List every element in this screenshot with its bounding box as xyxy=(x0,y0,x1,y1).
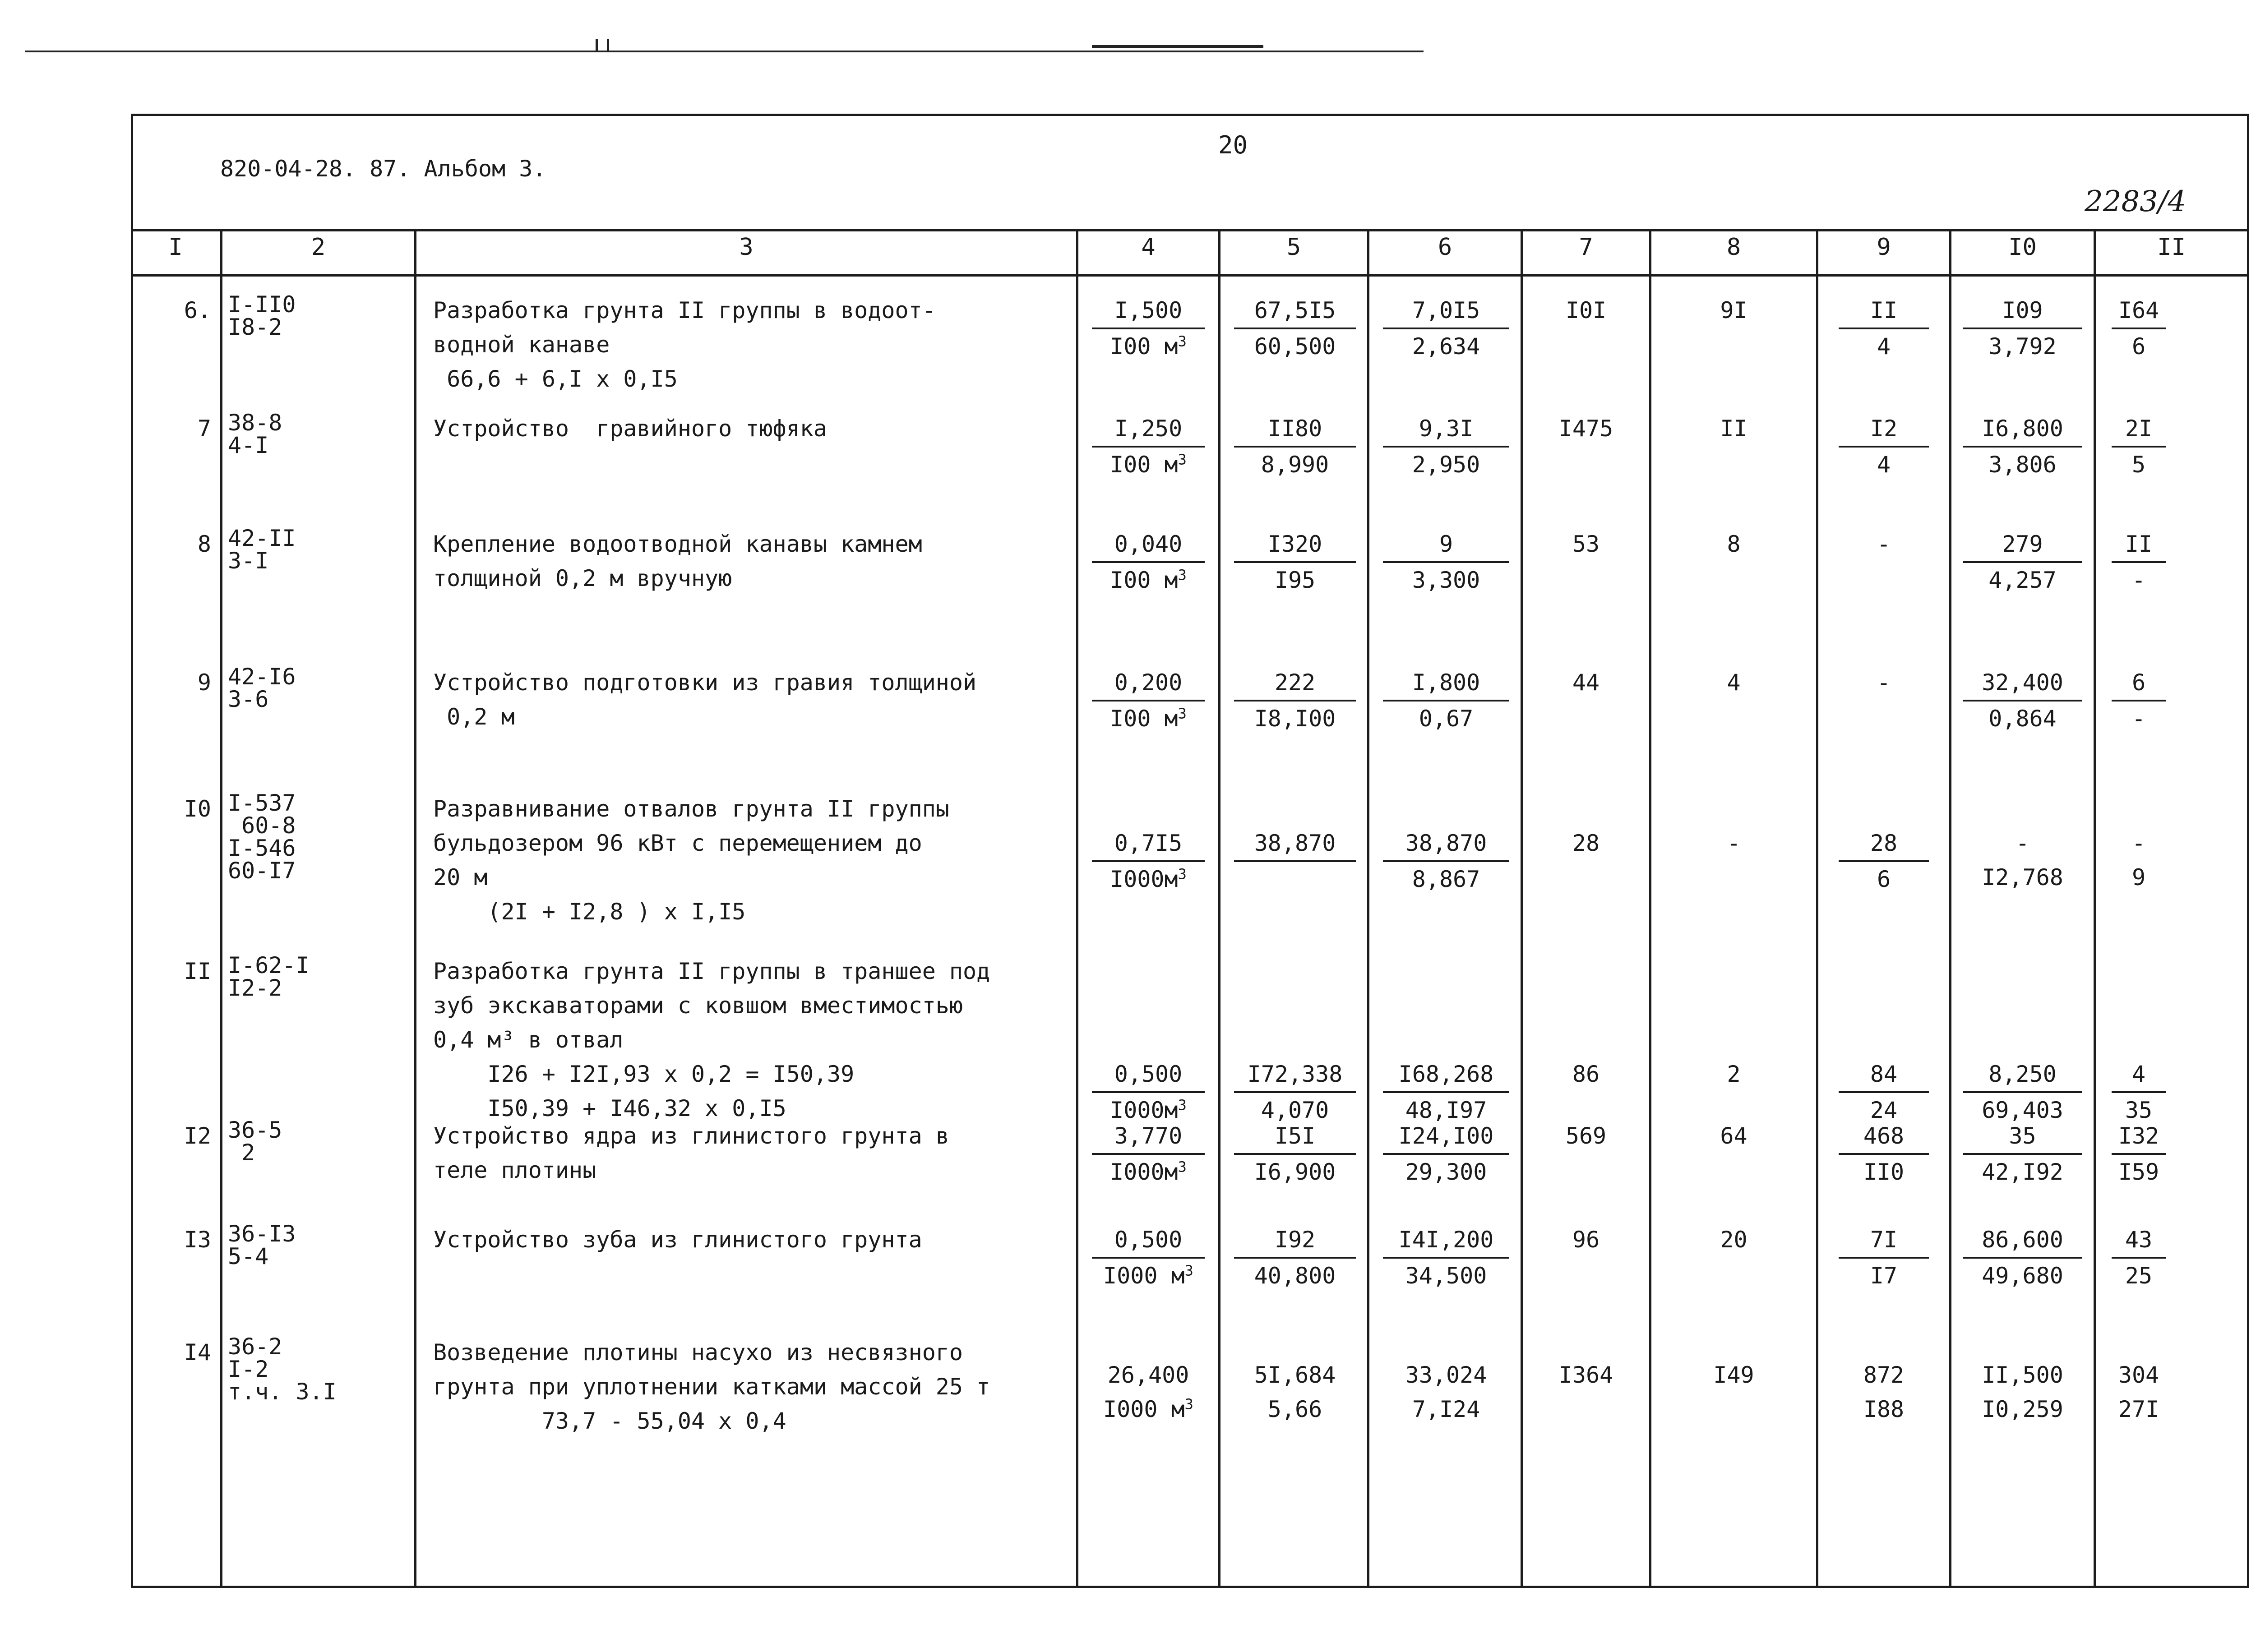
norm-code: 3-6 xyxy=(228,686,269,712)
value-c7: I0I xyxy=(1565,297,1607,323)
value-top: 86,600 xyxy=(1963,1223,2082,1259)
value-c10 xyxy=(1963,527,2082,597)
value-c9 xyxy=(1839,1119,1929,1189)
row-number: I3 xyxy=(184,1227,211,1253)
column-header: 4 xyxy=(1141,234,1156,261)
value-bottom: 35 xyxy=(2125,1097,2153,1123)
unit-exponent: 3 xyxy=(1178,566,1187,584)
value-bottom: 5 xyxy=(2131,452,2146,478)
value-bottom: I00 $м^3$ xyxy=(1110,705,1187,732)
row-number: I2 xyxy=(184,1123,211,1149)
value-c8: 20 xyxy=(1720,1227,1747,1253)
value-c11 xyxy=(2112,411,2166,482)
value-c8: 4 xyxy=(1727,669,1741,696)
value-bottom: - xyxy=(2131,567,2146,593)
value-c7: I475 xyxy=(1558,415,1613,442)
column-divider xyxy=(1949,229,1951,1588)
row-number: I0 xyxy=(184,796,211,822)
value-c7: 569 xyxy=(1565,1123,1607,1149)
column-divider xyxy=(414,229,416,1588)
value-c8: II xyxy=(1720,415,1747,442)
value-c5 xyxy=(1234,1223,1356,1293)
value-top: I6,800 xyxy=(1963,411,2082,448)
norm-code: 5-4 xyxy=(228,1243,269,1269)
value-bottom: 0,864 xyxy=(1988,706,2057,732)
value-top: I2 xyxy=(1839,411,1929,448)
value-c5 xyxy=(1234,293,1356,364)
value-bottom: $I000м^3$ xyxy=(1110,865,1187,892)
norm-code: 60-8 xyxy=(228,812,296,839)
value-c8: I49 xyxy=(1713,1362,1754,1388)
value-c4 xyxy=(1092,1057,1205,1127)
value-top: II80 xyxy=(1234,411,1356,448)
value-top: 67,5I5 xyxy=(1234,293,1356,329)
value-top: I4I,200 xyxy=(1383,1223,1509,1259)
column-header: 3 xyxy=(739,234,754,261)
value-top: I92 xyxy=(1234,1223,1356,1259)
norm-code: т.ч. 3.I xyxy=(228,1379,337,1405)
value-c7: I364 xyxy=(1558,1362,1613,1388)
row-number: 6. xyxy=(184,297,211,323)
value-top: - xyxy=(1877,669,1891,696)
value-top: - xyxy=(1877,531,1891,557)
value-top: 872 xyxy=(1863,1362,1905,1388)
value-bottom: 4 xyxy=(1877,452,1891,478)
work-description: Возведение плотины насухо из несвязного xyxy=(433,1339,963,1366)
value-c9 xyxy=(1839,1057,1929,1127)
value-top: I68,268 xyxy=(1383,1057,1509,1093)
work-description: Разработка грунта II группы в водоот- xyxy=(433,297,936,323)
column-header: 6 xyxy=(1438,234,1452,261)
value-bottom: I8,I00 xyxy=(1254,706,1336,732)
value-top: I24,I00 xyxy=(1383,1119,1509,1155)
value-top: 304 xyxy=(2118,1362,2159,1388)
value-bottom: I88 xyxy=(1863,1396,1905,1422)
value-c7: 44 xyxy=(1572,669,1600,696)
norm-code: 42-II xyxy=(228,525,296,551)
value-bottom: $I000м^3$ xyxy=(1110,1158,1187,1185)
work-description: теле плотины xyxy=(433,1157,596,1183)
value-c6 xyxy=(1383,1119,1509,1189)
value-top: 0,200 xyxy=(1092,665,1205,701)
value-top: 38,870 xyxy=(1234,826,1356,862)
value-c4 xyxy=(1092,826,1205,896)
value-bottom: 34,500 xyxy=(1405,1263,1487,1289)
value-c5 xyxy=(1234,1057,1356,1127)
value-top: 3,770 xyxy=(1092,1119,1205,1155)
row-number: 7 xyxy=(197,415,211,442)
value-c6 xyxy=(1383,826,1509,896)
value-top: II xyxy=(1839,293,1929,329)
value-bottom: 3,300 xyxy=(1412,567,1480,593)
value-bottom: I00 $м^3$ xyxy=(1110,566,1187,593)
value-bottom: I2,768 xyxy=(1982,864,2063,891)
value-c9 xyxy=(1839,826,1929,896)
value-c10 xyxy=(1963,1223,2082,1293)
norm-code: I-2 xyxy=(228,1356,269,1382)
column-divider xyxy=(1218,229,1220,1588)
value-c9 xyxy=(1839,293,1929,364)
value-top: 0,040 xyxy=(1092,527,1205,563)
column-divider xyxy=(220,229,222,1588)
value-c8: 2 xyxy=(1727,1061,1741,1087)
norm-code: I-546 xyxy=(228,835,296,861)
value-top: 0,500 xyxy=(1092,1223,1205,1259)
value-top: - xyxy=(2016,830,2029,856)
value-top: I5I xyxy=(1234,1119,1356,1155)
work-description: толщиной 0,2 м вручную xyxy=(433,565,732,591)
value-bottom: 6 xyxy=(2131,333,2146,360)
value-c10 xyxy=(1963,293,2082,364)
value-top: I32 xyxy=(2112,1119,2166,1155)
value-c11 xyxy=(2112,293,2166,364)
value-c6 xyxy=(1383,1358,1509,1426)
value-c6 xyxy=(1383,1057,1509,1127)
value-bottom: I000 $м^3$ xyxy=(1103,1395,1193,1422)
value-c7: 53 xyxy=(1572,531,1600,557)
value-bottom: I95 xyxy=(1274,567,1316,593)
norm-code: I-537 xyxy=(228,790,296,816)
value-bottom: I000 $м^3$ xyxy=(1103,1262,1193,1289)
unit-exponent: 3 xyxy=(1178,332,1187,350)
work-description: 20 м xyxy=(433,864,488,891)
value-top: 9 xyxy=(1383,527,1509,563)
value-bottom: 4 xyxy=(1877,333,1891,360)
value-bottom: 8,867 xyxy=(1412,866,1480,892)
value-top: I64 xyxy=(2112,293,2166,329)
work-description: грунта при уплотнении катками массой 25 т xyxy=(433,1374,990,1400)
column-header: 9 xyxy=(1877,234,1891,261)
value-c5 xyxy=(1234,1358,1356,1426)
value-c5 xyxy=(1234,411,1356,482)
work-description: Устройство зуба из глинистого грунта xyxy=(433,1227,922,1253)
value-top: 5I,684 xyxy=(1254,1362,1336,1388)
column-header: 5 xyxy=(1286,234,1301,261)
value-bottom: 42,I92 xyxy=(1982,1159,2063,1185)
value-top: 0,7I5 xyxy=(1092,826,1205,862)
value-top: 84 xyxy=(1839,1057,1929,1093)
value-top: 279 xyxy=(1963,527,2082,563)
value-top: I,800 xyxy=(1383,665,1509,701)
value-top: 43 xyxy=(2112,1223,2166,1259)
work-description: Разработка грунта II группы в траншее под xyxy=(433,958,990,984)
norm-code: I-62-I xyxy=(228,952,310,978)
header-top-rule xyxy=(131,229,2249,231)
value-bottom: 49,680 xyxy=(1982,1263,2063,1289)
value-bottom: 4,257 xyxy=(1988,567,2057,593)
unit-exponent: 3 xyxy=(1178,451,1187,468)
value-top: 6 xyxy=(2112,665,2166,701)
row-number: 9 xyxy=(197,669,211,696)
value-c4 xyxy=(1092,1223,1205,1293)
norm-code: 2 xyxy=(228,1140,255,1166)
value-c4 xyxy=(1092,665,1205,736)
value-c11 xyxy=(2112,1223,2166,1293)
value-c9 xyxy=(1839,527,1929,561)
column-divider xyxy=(2094,229,2096,1588)
value-c10 xyxy=(1963,411,2082,482)
norm-code: 60-I7 xyxy=(228,858,296,884)
value-c5 xyxy=(1234,1119,1356,1189)
column-header: 8 xyxy=(1726,234,1741,261)
value-bottom: 7,I24 xyxy=(1412,1396,1480,1422)
value-bottom: 24 xyxy=(1870,1097,1898,1123)
work-description: Крепление водоотводной канавы камнем xyxy=(433,531,922,557)
value-top: I72,338 xyxy=(1234,1057,1356,1093)
value-top: 2I xyxy=(2112,411,2166,448)
value-bottom: 4,070 xyxy=(1261,1097,1329,1123)
unit-exponent: 3 xyxy=(1178,705,1187,722)
value-c11 xyxy=(2112,1057,2166,1127)
value-c8: - xyxy=(1727,830,1741,856)
row-number: II xyxy=(184,958,211,984)
scan-artifact-line xyxy=(596,39,598,51)
value-top: 7,0I5 xyxy=(1383,293,1509,329)
value-bottom: 3,806 xyxy=(1988,452,2057,478)
norm-code: 36-I3 xyxy=(228,1221,296,1247)
value-c6 xyxy=(1383,293,1509,364)
value-c6 xyxy=(1383,411,1509,482)
value-bottom: 8,990 xyxy=(1261,452,1329,478)
value-top: - xyxy=(2131,830,2146,856)
unit-exponent: 3 xyxy=(1184,1262,1193,1279)
row-number: I4 xyxy=(184,1339,211,1366)
value-bottom: I0,259 xyxy=(1982,1396,2063,1422)
value-bottom: $I000м^3$ xyxy=(1110,1096,1187,1123)
work-description: (2I + I2,8 ) x I,I5 xyxy=(433,899,746,925)
work-description: зуб экскаваторами с ковшом вместимостью xyxy=(433,992,963,1019)
value-top: II,500 xyxy=(1982,1362,2063,1388)
norm-code: 4-I xyxy=(228,432,269,458)
value-c7: 86 xyxy=(1572,1061,1600,1087)
column-header: II xyxy=(2157,234,2186,261)
page-number: 20 xyxy=(1218,131,1248,159)
work-description: Устройство ядра из глинистого грунта в xyxy=(433,1123,949,1149)
work-description: I26 + I2I,93 x 0,2 = I50,39 xyxy=(433,1061,855,1087)
value-top: I,500 xyxy=(1092,293,1205,329)
value-c6 xyxy=(1383,1223,1509,1293)
work-description: 0,2 м xyxy=(433,704,515,730)
value-c11 xyxy=(2112,1119,2166,1189)
value-c8: 64 xyxy=(1720,1123,1747,1149)
value-c10 xyxy=(1963,1358,2082,1426)
column-divider xyxy=(1816,229,1818,1588)
document-reference: 820-04-28. 87. Альбом 3. xyxy=(220,156,546,182)
value-bottom: I59 xyxy=(2118,1159,2159,1185)
unit-exponent: 3 xyxy=(1184,1395,1193,1413)
value-c6 xyxy=(1383,527,1509,597)
norm-code: 3-I xyxy=(228,548,269,574)
column-header: 7 xyxy=(1579,234,1593,261)
value-bottom: 6 xyxy=(1877,866,1891,892)
value-bottom: 0,67 xyxy=(1419,706,1474,732)
work-description: бульдозером 96 кВт с перемещением до xyxy=(433,830,922,856)
value-top: 8,250 xyxy=(1963,1057,2082,1093)
row-number: 8 xyxy=(197,531,211,557)
column-header: 2 xyxy=(311,234,326,261)
value-top: II xyxy=(2112,527,2166,563)
value-top: 4 xyxy=(2112,1057,2166,1093)
work-description: 66,6 + 6,I x 0,I5 xyxy=(433,366,678,392)
value-c11 xyxy=(2112,527,2166,597)
value-c4 xyxy=(1092,293,1205,364)
value-bottom: I7 xyxy=(1870,1263,1898,1289)
value-top: 468 xyxy=(1839,1119,1929,1155)
norm-code: 36-2 xyxy=(228,1334,282,1360)
value-c5 xyxy=(1234,826,1356,862)
value-top: 0,500 xyxy=(1092,1057,1205,1093)
work-description: водной канаве xyxy=(433,332,610,358)
norm-code: 38-8 xyxy=(228,410,282,436)
column-header: I0 xyxy=(2008,234,2037,261)
inventory-mark: 2283/4 xyxy=(2085,185,2187,218)
norm-code: 42-I6 xyxy=(228,664,296,690)
value-bottom: - xyxy=(2131,706,2146,732)
value-c10 xyxy=(1963,665,2082,736)
work-description: 73,7 - 55,04 x 0,4 xyxy=(433,1408,786,1434)
value-bottom: 40,800 xyxy=(1254,1263,1336,1289)
scan-artifact-line xyxy=(1092,45,1263,48)
value-c9 xyxy=(1839,1223,1929,1293)
value-bottom: 25 xyxy=(2125,1263,2153,1289)
header-bottom-rule xyxy=(131,274,2249,277)
value-bottom: II0 xyxy=(1863,1159,1905,1185)
value-bottom: 29,300 xyxy=(1405,1159,1487,1185)
value-c4 xyxy=(1092,411,1205,482)
value-top: 9,3I xyxy=(1383,411,1509,448)
value-top: 26,400 xyxy=(1107,1362,1189,1388)
norm-code: 36-5 xyxy=(228,1117,282,1143)
scan-artifact-line xyxy=(25,51,1424,52)
value-top: 33,024 xyxy=(1405,1362,1487,1388)
value-bottom: 3,792 xyxy=(1988,333,2057,360)
value-bottom: 48,I97 xyxy=(1405,1097,1487,1123)
norm-code: I2-2 xyxy=(228,975,282,1001)
column-header: I xyxy=(168,234,183,261)
value-c7: 28 xyxy=(1572,830,1600,856)
value-top: 7I xyxy=(1839,1223,1929,1259)
value-c8: 8 xyxy=(1727,531,1741,557)
value-c5 xyxy=(1234,665,1356,736)
value-bottom: 2,634 xyxy=(1412,333,1480,360)
scan-artifact-line xyxy=(607,39,609,51)
value-bottom: 2,950 xyxy=(1412,452,1480,478)
value-c7: 96 xyxy=(1572,1227,1600,1253)
value-bottom: 9 xyxy=(2131,864,2146,891)
value-top: 28 xyxy=(1839,826,1929,862)
value-bottom: 60,500 xyxy=(1254,333,1336,360)
value-top: 35 xyxy=(1963,1119,2082,1155)
value-top: 222 xyxy=(1234,665,1356,701)
value-c10 xyxy=(1963,1057,2082,1127)
value-c5 xyxy=(1234,527,1356,597)
value-bottom: 69,403 xyxy=(1982,1097,2063,1123)
value-top: 38,870 xyxy=(1383,826,1509,862)
value-c11 xyxy=(2112,665,2166,736)
work-description: Разравнивание отвалов грунта II группы xyxy=(433,796,949,822)
value-c10 xyxy=(1963,1119,2082,1189)
work-description: I50,39 + I46,32 x 0,I5 xyxy=(433,1095,786,1121)
value-c9 xyxy=(1839,411,1929,482)
value-bottom: 27I xyxy=(2118,1396,2159,1422)
work-description: 0,4 м³ в отвал xyxy=(433,1027,624,1053)
value-bottom: 5,66 xyxy=(1267,1396,1322,1422)
value-bottom: I6,900 xyxy=(1254,1159,1336,1185)
column-divider xyxy=(1367,229,1369,1588)
value-c4 xyxy=(1092,527,1205,597)
value-c9 xyxy=(1839,1358,1929,1426)
value-top: I09 xyxy=(1963,293,2082,329)
value-c11 xyxy=(2112,1358,2166,1426)
work-description: Устройство подготовки из гравия толщиной xyxy=(433,669,977,696)
value-top: 32,400 xyxy=(1963,665,2082,701)
norm-code: I8-2 xyxy=(228,314,282,340)
value-c8: 9I xyxy=(1720,297,1747,323)
unit-exponent: 3 xyxy=(1178,865,1187,883)
unit-exponent: 3 xyxy=(1178,1096,1187,1114)
value-c4 xyxy=(1092,1358,1205,1426)
value-c11 xyxy=(2112,826,2166,895)
value-bottom: I00 $м^3$ xyxy=(1110,451,1187,478)
norm-code: I-II0 xyxy=(228,291,296,318)
work-description: Устройство гравийного тюфяка xyxy=(433,415,827,442)
value-c9 xyxy=(1839,665,1929,700)
value-c10 xyxy=(1963,826,2082,895)
value-c4 xyxy=(1092,1119,1205,1189)
value-top: I320 xyxy=(1234,527,1356,563)
value-top: I,250 xyxy=(1092,411,1205,448)
value-bottom: I00 $м^3$ xyxy=(1110,332,1187,360)
unit-exponent: 3 xyxy=(1178,1158,1187,1176)
column-divider xyxy=(1076,229,1078,1588)
value-c6 xyxy=(1383,665,1509,736)
